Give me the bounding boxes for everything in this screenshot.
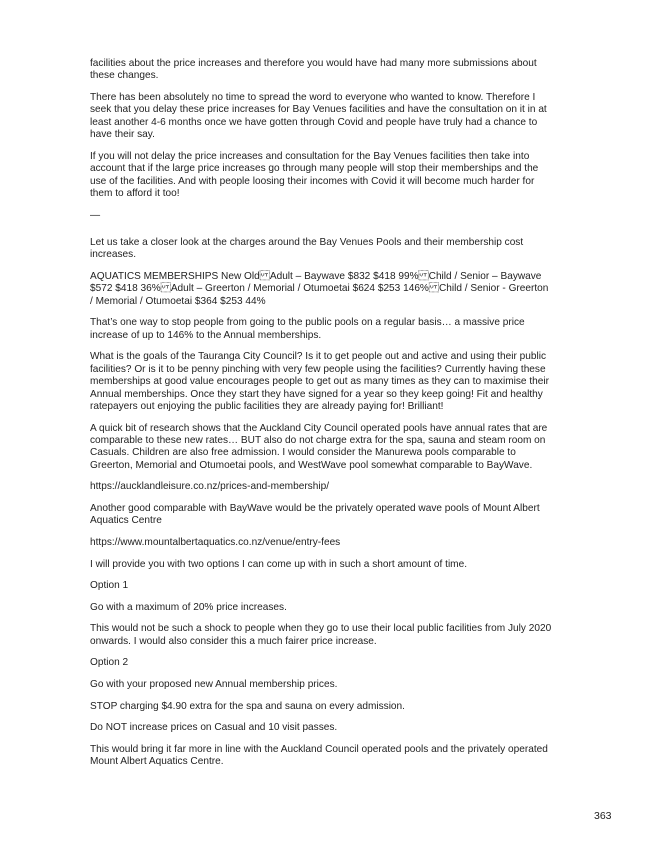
paragraph: I will provide you with two options I can come up with in such a short amount of time. bbox=[90, 558, 468, 570]
paragraph: This would bring it far more in line with the Auckland Council operated pools and the privately operated Mount Albert Aquatics Centre. bbox=[90, 743, 548, 768]
url-auckland-leisure: https://aucklandleisure.co.nz/prices-and-membership/ bbox=[90, 481, 329, 493]
membership-prices-paragraph: AQUATICS MEMBERSHIPS New Old Adult – Baywave $832 $418 99% Child / Senior – Baywave $572 $418 36% Adult – Greerton / Memorial / Otumoetai $624 $253 146% Child / Senior - Greerton / Memorial / Otumoetai $364 $253 44% bbox=[90, 271, 549, 307]
paragraph: facilities about the price increases and therefore you would have had many more submissions about these changes. bbox=[90, 58, 537, 82]
paragraph: Go with a maximum of 20% price increases. bbox=[90, 601, 287, 613]
option-heading: Option 2 bbox=[90, 657, 129, 669]
paragraph: Do NOT increase prices on Casual and 10 visit passes. bbox=[90, 722, 338, 734]
paragraph: Go with your proposed new Annual membership prices. bbox=[90, 679, 338, 691]
paragraph: Another good comparable with BayWave would be the privately operated wave pools of Mount Albert Aquatics Centre bbox=[90, 503, 540, 527]
separator-dash: — bbox=[90, 209, 101, 221]
paragraph: A quick bit of research shows that the Auckland City Council operated pools have annual rates that are comparable to these new rates… BUT also do not charge extra for the spa, sauna and steam room on Casuals. Children are also free admission. I would consider the Manurewa pools comparable to Greerton, Memorial and Otumoetai pools, and WestWave pool somewhat comparable to BayWave. bbox=[90, 422, 548, 471]
document-body bbox=[90, 58, 552, 778]
paragraph: If you will not delay the price increases and consultation for the Bay Venues facilities then take into account that if the large price increases go through many people will stop their memberships and the use of the facilities. And with people loosing their incomes with Covid it will become much harder for them to afford it too! bbox=[90, 150, 539, 200]
page-number: 363 bbox=[594, 810, 612, 822]
paragraph: This would not be such a shock to people when they go to use their local public facilities from July 2020 onwards. I would also consider this a much fairer price increase. bbox=[90, 623, 552, 647]
paragraph: That’s one way to stop people from going to the public pools on a regular basis… a massive price increase of up to 146% to the Annual memberships. bbox=[90, 317, 525, 341]
paragraph: There has been absolutely no time to spread the word to everyone who wanted to know. Therefore I seek that you delay these price increases for Bay Venues facilities and have the consultation on it in at least another 4-6 months once we have gotten through Covid and people have truly had a chance to have their say. bbox=[90, 92, 547, 141]
paragraph: Let us take a closer look at the charges around the Bay Venues Pools and their membership cost increases. bbox=[90, 237, 524, 261]
paragraph: What is the goals of the Tauranga City Council? Is it to get people out and active and using their public facilities? Or is it to be penny pinching with very few people using the facilities? Currently having these memberships at good value encourages people to get out as many times as they can to maximise their Annual memberships. Once they start they have signed for a year so they keep going! Fit and healthy ratepayers out enjoying the public facilities they are already paying for! Brilliant! bbox=[90, 351, 549, 413]
option-heading: Option 1 bbox=[90, 580, 129, 592]
url-mount-albert: https://www.mountalbertaquatics.co.nz/venue/entry-fees bbox=[90, 537, 341, 549]
paragraph: STOP charging $4.90 extra for the spa and sauna on every admission. bbox=[90, 700, 405, 712]
